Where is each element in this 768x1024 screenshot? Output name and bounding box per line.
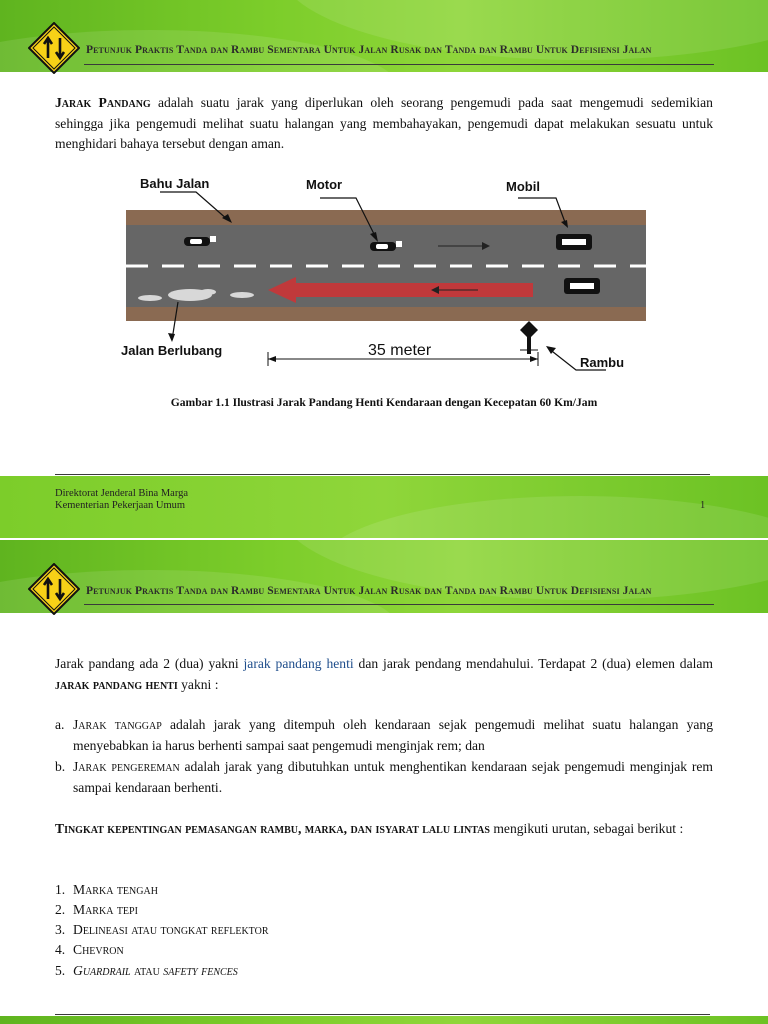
sight-distance-paragraph [55, 654, 713, 695]
label-mobil: Mobil [506, 179, 540, 194]
list-item-text: Marka tengah [73, 882, 158, 897]
numbered-item-5 [55, 961, 238, 981]
footer-line-1: Direktorat Jenderal Bina Marga [55, 488, 189, 499]
warning-sign-icon [28, 563, 80, 615]
list-marker: b. [55, 759, 66, 774]
sight-distance-figure [118, 170, 658, 380]
intro-term: Jarak Pandang [55, 95, 151, 110]
intro-text: adalah suatu jarak yang diperlukan oleh seorang pengemudi pada saat mengemudi sedemikian sehingga jika pengemudi melihat suatu halangan yang membahayakan, pengemudi dapat melakukan sesuatu untuk menghidari bahaya tersebut dengan aman. [55, 95, 713, 151]
list-item-text: Chevron [73, 942, 124, 957]
car-icon [556, 234, 592, 250]
label-jalan-berlubang: Jalan Berlubang [121, 343, 223, 358]
list-marker: 1. [55, 882, 66, 897]
p1-text-b: dan jarak pendang mendahului. Terdapat 2 (dua) elemen dalam [353, 656, 713, 671]
list-item-b [55, 757, 713, 798]
header-band-page1 [0, 0, 768, 72]
p1-text-a: Jarak pandang ada 2 (dua) yakni [55, 656, 244, 671]
list-item-text-mid: atau [130, 963, 164, 978]
item-term: Jarak tanggap [73, 717, 162, 732]
road-shoulder-bottom [126, 307, 646, 321]
page-header-title: Petunjuk Praktis Tanda dan Rambu Sementara Untuk Jalan Rusak dan Tanda dan Rambu Untuk Defisiensi Jalan [86, 585, 652, 597]
numbered-item-3 [55, 920, 269, 940]
label-motor: Motor [306, 177, 343, 192]
priority-paragraph [55, 819, 713, 840]
label-distance: 35 meter [368, 342, 432, 359]
car-icon [564, 278, 600, 294]
priority-bold-term: Tingkat kepentingan pemasangan rambu, marka, dan isyarat lalu lintas [55, 821, 490, 836]
p1-text-c: yakni : [177, 676, 219, 692]
footer-line-2: Kementerian Pekerjaan Umum [55, 500, 186, 511]
item-term: Jarak pengereman [73, 759, 180, 774]
list-marker: 3. [55, 922, 66, 937]
header-rule [84, 604, 714, 605]
p1-bold-term: jarak pandang henti [55, 676, 178, 692]
priority-text: mengikuti urutan, sebagai berikut : [489, 821, 684, 836]
footer-band-page2 [0, 1016, 768, 1024]
road-sign-icon [520, 321, 538, 354]
red-arrow-shaft [293, 283, 533, 297]
list-item-text-italic: Guardrail [73, 963, 131, 978]
footer-rule [55, 1014, 710, 1015]
item-text: adalah jarak yang ditempuh oleh kendaraan sejak pengemudi melihat suatu halangan yang menyebabkan ia harus berhenti sampai saat pengemudi menginjak rem; dan [73, 717, 713, 753]
figure-caption: Gambar 1.1 Ilustrasi Jarak Pandang Henti Kendaraan dengan Kecepatan 60 Km/Jam [170, 396, 598, 409]
list-item-a [55, 715, 713, 756]
list-marker: a. [55, 717, 65, 732]
link-jarak-pandang-henti[interactable]: jarak pandang henti [243, 656, 354, 671]
list-marker: 5. [55, 963, 66, 978]
item-text: adalah jarak yang dibutuhkan untuk menghentikan kendaraan sejak pengemudi menginjak rem sampai kendaraan berhenti. [73, 759, 713, 795]
footer-organization [55, 488, 188, 512]
road-shoulder-top [126, 210, 646, 225]
numbered-item-1 [55, 880, 158, 900]
list-item-text: Delineasi atau tongkat reflektor [73, 922, 269, 937]
header-band-page2 [0, 540, 768, 613]
header-rule [84, 64, 714, 65]
list-item-text-italic-2: safety fences [163, 963, 238, 978]
list-marker: 4. [55, 942, 66, 957]
intro-paragraph [55, 93, 713, 155]
numbered-item-2 [55, 900, 138, 920]
page-header-title: Petunjuk Praktis Tanda dan Rambu Sementara Untuk Jalan Rusak dan Tanda dan Rambu Untuk Defisiensi Jalan [86, 44, 652, 56]
label-rambu: Rambu [580, 355, 625, 370]
warning-sign-icon [28, 22, 80, 74]
label-bahu-jalan: Bahu Jalan [140, 176, 210, 191]
page-number: 1 [700, 500, 706, 511]
list-item-text: Marka tepi [73, 902, 138, 917]
footer-rule [55, 474, 710, 475]
numbered-item-4 [55, 940, 124, 960]
list-marker: 2. [55, 902, 66, 917]
